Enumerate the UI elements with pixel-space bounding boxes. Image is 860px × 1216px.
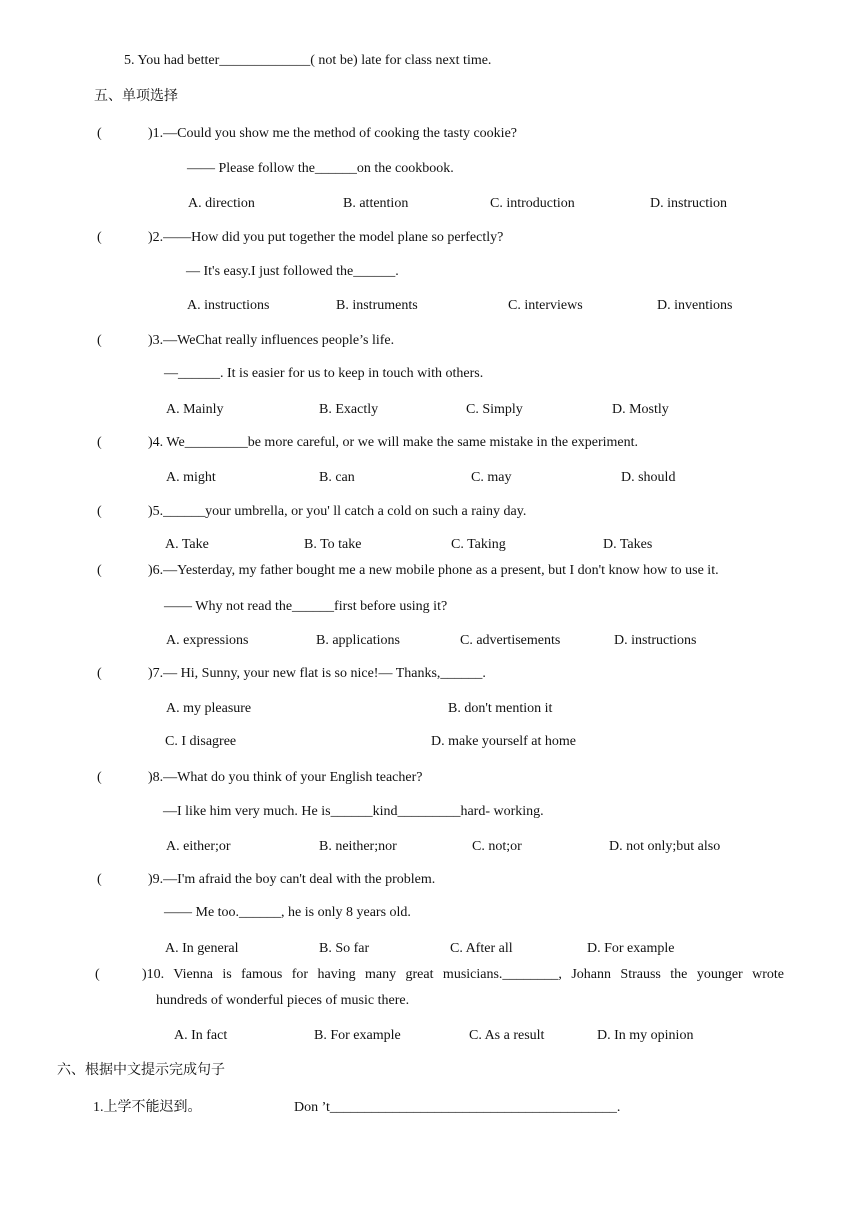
section-heading-complete-sentences: 六、根据中文提示完成句子: [57, 1063, 225, 1078]
option-q9-d: D. For example: [587, 941, 675, 956]
option-q1-d: D. instruction: [650, 196, 727, 211]
option-q10-b: B. For example: [314, 1028, 401, 1043]
sentence-1-answer-line: Don ’t_________________________________________.: [294, 1100, 621, 1115]
question-9-stem: )9.—I'm afraid the boy can't deal with the problem.: [148, 872, 436, 887]
option-q3-c: C. Simply: [466, 402, 523, 417]
option-q3-d: D. Mostly: [612, 402, 669, 417]
option-q5-b: B. To take: [304, 537, 362, 552]
question-3-reply: —______. It is easier for us to keep in touch with others.: [164, 366, 484, 381]
question-5-stem: )5.______your umbrella, or you' ll catch a cold on such a rainy day.: [148, 504, 527, 519]
answer-paren-q4: (: [97, 435, 102, 450]
fill-in-item-5: 5. You had better_____________( not be) late for class next time.: [124, 53, 492, 68]
answer-paren-q5: (: [97, 504, 102, 519]
option-q4-a: A. might: [166, 470, 216, 485]
option-q7-a: A. my pleasure: [166, 701, 252, 716]
option-q5-a: A. Take: [165, 537, 209, 552]
question-1-reply: —— Please follow the______on the cookbook.: [187, 161, 454, 176]
option-q1-c: C. introduction: [490, 196, 575, 211]
option-q10-c: C. As a result: [469, 1028, 545, 1043]
option-q4-c: C. may: [471, 470, 512, 485]
option-q8-d: D. not only;but also: [609, 839, 721, 854]
question-8-reply: —I like him very much. He is______kind_________hard- working.: [163, 804, 544, 819]
question-2-stem: )2.——How did you put together the model plane so perfectly?: [148, 230, 504, 245]
answer-paren-q9: (: [97, 872, 102, 887]
question-7-stem: )7.— Hi, Sunny, your new flat is so nice!— Thanks,______.: [148, 666, 486, 681]
option-q2-a: A. instructions: [187, 298, 270, 313]
question-10-stem: )10. Vienna is famous for having many great musicians.________, Johann Strauss the younger wrote: [142, 967, 784, 982]
option-q3-b: B. Exactly: [319, 402, 379, 417]
answer-paren-q10: (: [95, 967, 100, 982]
question-2-reply: — It's easy.I just followed the______.: [186, 264, 399, 279]
option-q2-d: D. inventions: [657, 298, 733, 313]
option-q9-a: A. In general: [165, 941, 239, 956]
option-q6-b: B. applications: [316, 633, 400, 648]
question-1-stem: )1.—Could you show me the method of cooking the tasty cookie?: [148, 126, 517, 141]
option-q2-b: B. instruments: [336, 298, 418, 313]
option-q6-d: D. instructions: [614, 633, 697, 648]
option-q9-c: C. After all: [450, 941, 513, 956]
option-q10-d: D. In my opinion: [597, 1028, 694, 1043]
answer-paren-q1: (: [97, 126, 102, 141]
question-6-stem: )6.—Yesterday, my father bought me a new mobile phone as a present, but I don't know how to use it.: [148, 563, 719, 578]
option-q5-c: C. Taking: [451, 537, 506, 552]
question-3-stem: )3.—WeChat really influences people’s life.: [148, 333, 395, 348]
option-q1-a: A. direction: [188, 196, 255, 211]
option-q1-b: B. attention: [343, 196, 409, 211]
question-8-stem: )8.—What do you think of your English teacher?: [148, 770, 423, 785]
option-q7-c: C. I disagree: [165, 734, 237, 749]
sentence-1-chinese-prompt: 1.上学不能迟到。: [93, 1100, 202, 1115]
option-q2-c: C. interviews: [508, 298, 583, 313]
question-10-stem-continued: hundreds of wonderful pieces of music there.: [156, 993, 410, 1008]
option-q6-a: A. expressions: [166, 633, 249, 648]
option-q8-b: B. neither;nor: [319, 839, 397, 854]
question-4-stem: )4. We_________be more careful, or we will make the same mistake in the experiment.: [148, 435, 639, 450]
option-q4-d: D. should: [621, 470, 676, 485]
option-q9-b: B. So far: [319, 941, 370, 956]
question-9-reply: —— Me too.______, he is only 8 years old.: [164, 905, 411, 920]
option-q4-b: B. can: [319, 470, 355, 485]
question-6-reply: —— Why not read the______first before using it?: [164, 599, 448, 614]
option-q7-b: B. don't mention it: [448, 701, 553, 716]
section-heading-single-choice: 五、单项选择: [94, 89, 178, 104]
option-q6-c: C. advertisements: [460, 633, 561, 648]
answer-paren-q7: (: [97, 666, 102, 681]
option-q8-c: C. not;or: [472, 839, 522, 854]
option-q7-d: D. make yourself at home: [431, 734, 577, 749]
answer-paren-q8: (: [97, 770, 102, 785]
option-q3-a: A. Mainly: [166, 402, 224, 417]
option-q8-a: A. either;or: [166, 839, 231, 854]
answer-paren-q6: (: [97, 563, 102, 578]
option-q10-a: A. In fact: [174, 1028, 228, 1043]
answer-paren-q2: (: [97, 230, 102, 245]
option-q5-d: D. Takes: [603, 537, 653, 552]
answer-paren-q3: (: [97, 333, 102, 348]
